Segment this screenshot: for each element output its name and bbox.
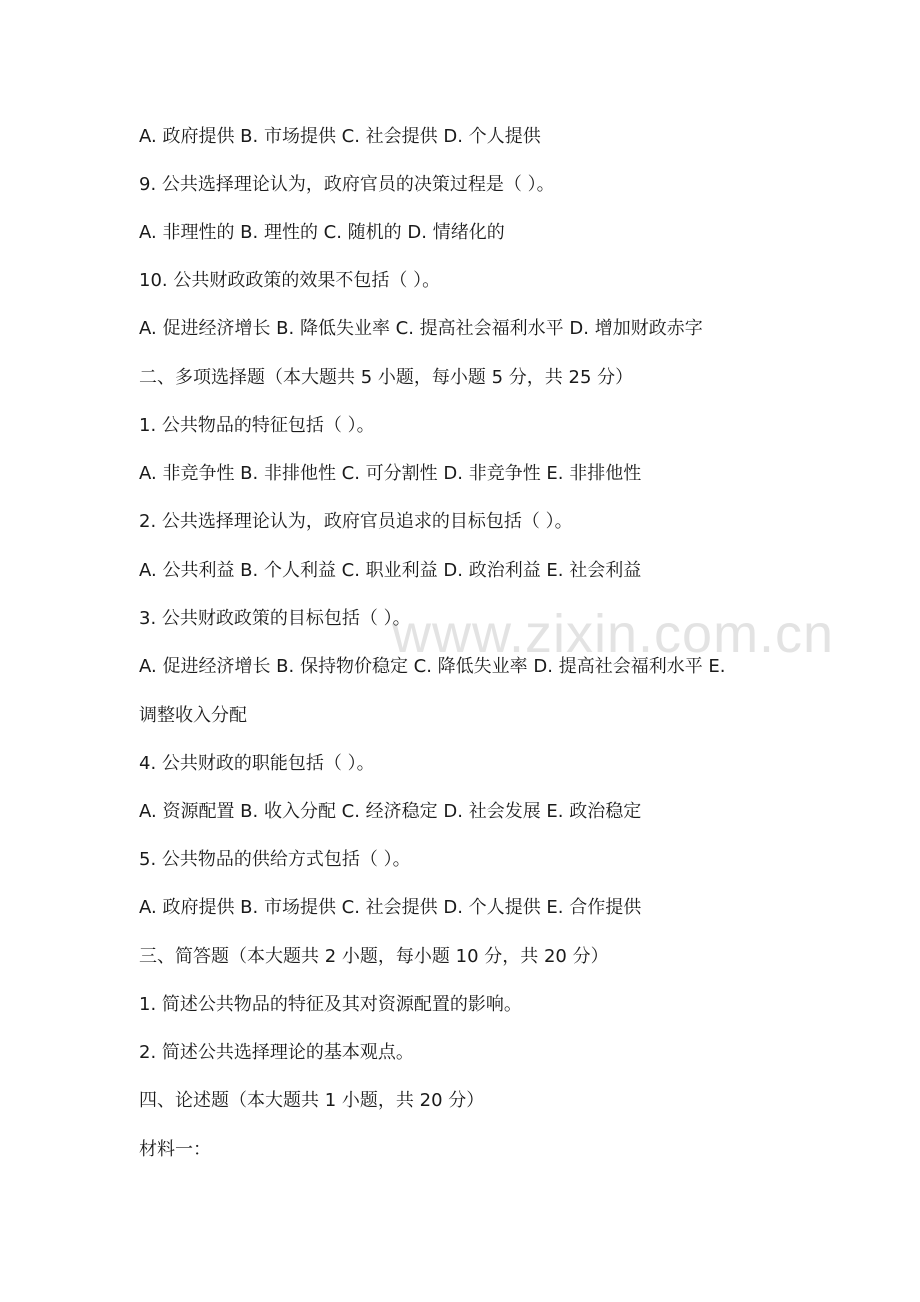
options-line-q8: A. 政府提供 B. 市场提供 C. 社会提供 D. 个人提供 xyxy=(139,126,541,147)
section-heading-essay: 四、论述题（本大题共 1 小题，共 20 分） xyxy=(139,1090,485,1111)
question-10: 10. 公共财政政策的效果不包括（ ）。 xyxy=(139,270,441,291)
mc-question-4: 4. 公共财政的职能包括（ ）。 xyxy=(139,753,375,774)
section-heading-multiple-choice: 二、多项选择题（本大题共 5 小题，每小题 5 分，共 25 分） xyxy=(139,367,634,388)
mc-question-2: 2. 公共选择理论认为，政府官员追求的目标包括（ ）。 xyxy=(139,511,573,532)
mc-options-3: A. 促进经济增长 B. 保持物价稳定 C. 降低失业率 D. 提高社会福利水平 E. xyxy=(139,656,726,677)
question-9: 9. 公共选择理论认为，政府官员的决策过程是（ ）。 xyxy=(139,174,555,195)
mc-question-1: 1. 公共物品的特征包括（ ）。 xyxy=(139,415,375,436)
mc-options-2: A. 公共利益 B. 个人利益 C. 职业利益 D. 政治利益 E. 社会利益 xyxy=(139,560,642,581)
mc-options-1: A. 非竞争性 B. 非排他性 C. 可分割性 D. 非竞争性 E. 非排他性 xyxy=(139,463,642,484)
mc-options-3-continued: 调整收入分配 xyxy=(139,705,247,726)
mc-question-3: 3. 公共财政政策的目标包括（ ）。 xyxy=(139,608,411,629)
short-answer-2: 2. 简述公共选择理论的基本观点。 xyxy=(139,1042,414,1063)
material-one-label: 材料一： xyxy=(139,1139,211,1160)
mc-options-4: A. 资源配置 B. 收入分配 C. 经济稳定 D. 社会发展 E. 政治稳定 xyxy=(139,801,642,822)
options-line-q10: A. 促进经济增长 B. 降低失业率 C. 提高社会福利水平 D. 增加财政赤字 xyxy=(139,318,703,339)
short-answer-1: 1. 简述公共物品的特征及其对资源配置的影响。 xyxy=(139,994,522,1015)
mc-question-5: 5. 公共物品的供给方式包括（ ）。 xyxy=(139,849,411,870)
options-line-q9: A. 非理性的 B. 理性的 C. 随机的 D. 情绪化的 xyxy=(139,222,505,243)
section-heading-short-answer: 三、简答题（本大题共 2 小题，每小题 10 分，共 20 分） xyxy=(139,946,609,967)
watermark: www.zixin.com.cn xyxy=(392,604,835,664)
mc-options-5: A. 政府提供 B. 市场提供 C. 社会提供 D. 个人提供 E. 合作提供 xyxy=(139,897,642,918)
